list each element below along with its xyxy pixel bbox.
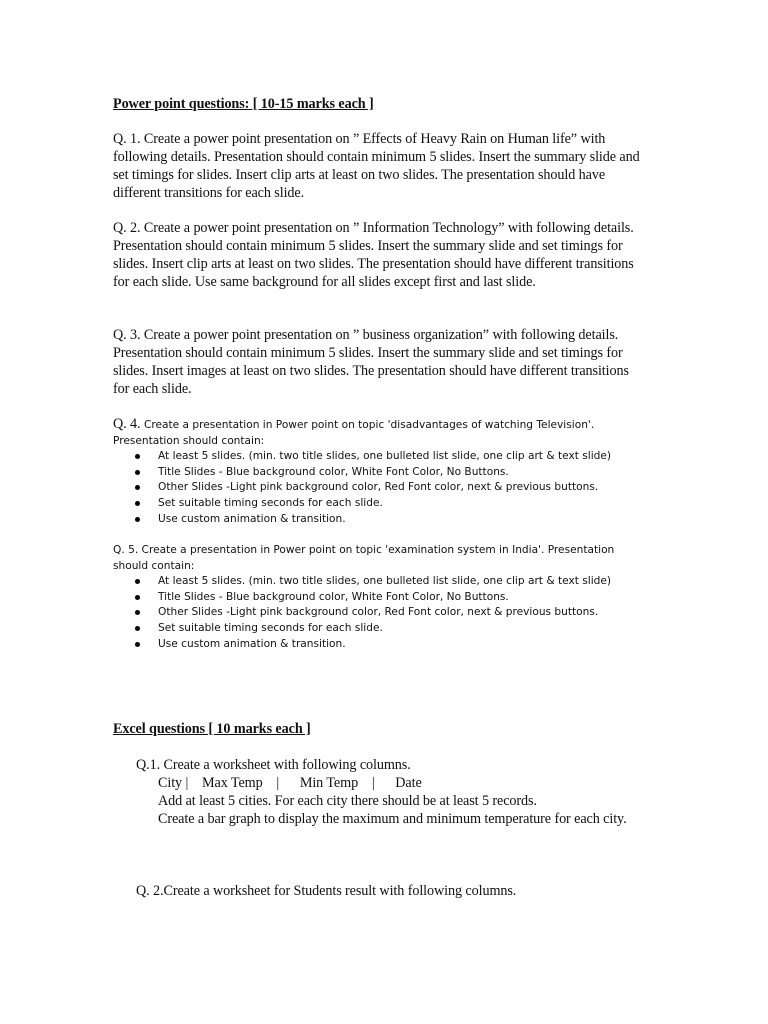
ppt-question-1: Q. 1. Create a power point presentation on ” Effects of Heavy Rain on Human life” with following details. Presentation should contain minimum 5 slides. Insert the summary slide and set timings for slides. Insert clip arts at least on two slides. The presentation should have different transitions for each slide. xyxy=(113,131,640,201)
list-item: Set suitable timing seconds for each slide. xyxy=(158,496,643,512)
ppt-question-5 xyxy=(113,543,643,652)
list-item: Use custom animation & transition. xyxy=(158,637,643,653)
excel-question-1-graph: Create a bar graph to display the maximum and minimum temperature for each city. xyxy=(158,811,627,827)
ppt-question-4-number: Q. 4. xyxy=(113,416,144,432)
excel-question-2: Q. 2.Create a worksheet for Students result with following columns. xyxy=(136,883,517,899)
ppt-question-3: Q. 3. Create a power point presentation on ” business organization” with following details. Presentation should contain minimum 5 slides. Insert the summary slide and set timings for slides. Insert images at least on two slides. The presentation should have different transitions for each slide. xyxy=(113,327,629,397)
excel-question-1-columns: City | Max Temp | Min Temp | Date xyxy=(158,775,422,791)
list-item: Other Slides -Light pink background color, Red Font color, next & previous buttons. xyxy=(158,605,643,621)
ppt-question-4 xyxy=(113,415,643,527)
list-item: Other Slides -Light pink background color, Red Font color, next & previous buttons. xyxy=(158,480,643,496)
list-item: Title Slides - Blue background color, White Font Color, No Buttons. xyxy=(158,590,643,606)
ppt-question-5-intro: Q. 5. Create a presentation in Power point on topic 'examination system in India'. Presentation should contain: xyxy=(113,544,615,572)
ppt-question-2: Q. 2. Create a power point presentation on ” Information Technology” with following details. Presentation should contain minimum 5 slides. Insert the summary slide and set timings for slides. Insert clip arts at least on two slides. The presentation should have different transitions for each slide. Use same background for all slides except first and last slide. xyxy=(113,220,634,290)
list-item: Title Slides - Blue background color, White Font Color, No Buttons. xyxy=(158,465,643,481)
excel-question-1-title: Q.1. Create a worksheet with following columns. xyxy=(136,757,411,773)
excel-question-1 xyxy=(136,756,656,828)
list-item: At least 5 slides. (min. two title slides, one bulleted list slide, one clip art & text slide) xyxy=(158,574,643,590)
ppt-question-4-intro xyxy=(113,415,643,449)
ppt-question-4-text: Create a presentation in Power point on topic 'disadvantages of watching Television'. Presentation should contain: xyxy=(113,419,595,447)
ppt-question-5-list xyxy=(113,574,643,652)
excel-question-1-records: Add at least 5 cities. For each city there should be at least 5 records. xyxy=(158,793,537,809)
list-item: At least 5 slides. (min. two title slides, one bulleted list slide, one clip art & text slide) xyxy=(158,449,643,465)
ppt-question-4-list xyxy=(113,449,643,527)
excel-heading: Excel questions [ 10 marks each ] xyxy=(113,721,311,737)
list-item: Set suitable timing seconds for each slide. xyxy=(158,621,643,637)
list-item: Use custom animation & transition. xyxy=(158,512,643,528)
powerpoint-heading: Power point questions: [ 10-15 marks each ] xyxy=(113,96,374,112)
